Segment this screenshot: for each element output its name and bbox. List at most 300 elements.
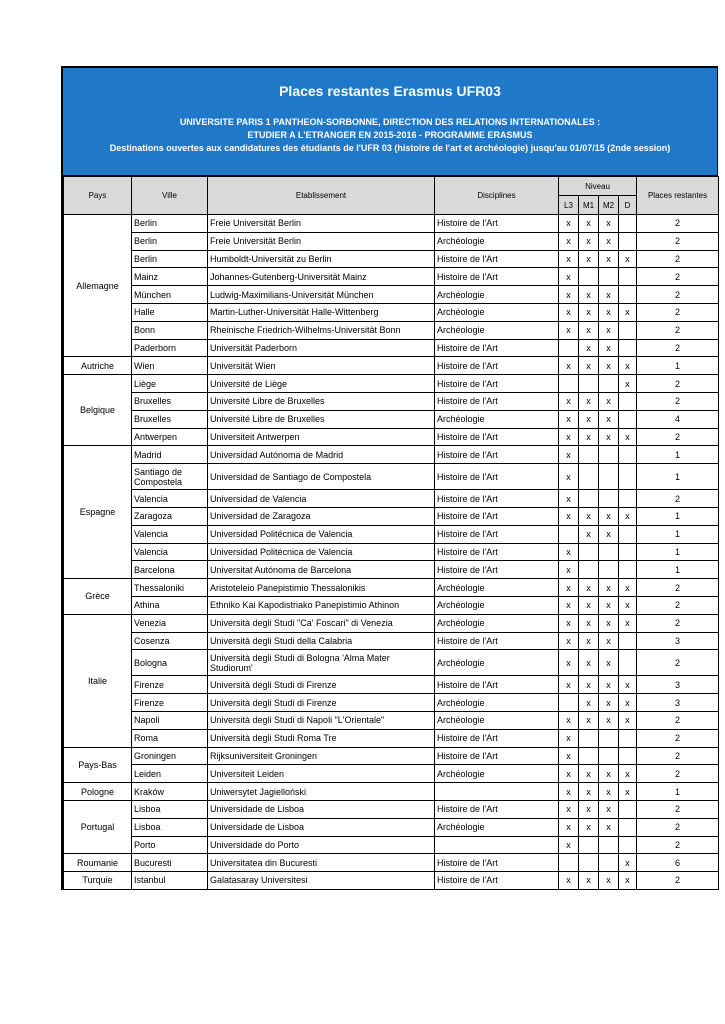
city-cell: Istanbul <box>132 872 208 890</box>
table-row <box>64 268 719 286</box>
discipline-cell: Histoire de l'Art <box>435 250 559 268</box>
level-m1-cell: x <box>579 614 599 632</box>
level-m1-cell: x <box>579 818 599 836</box>
city-cell: Barcelona <box>132 561 208 579</box>
level-d-cell <box>619 632 637 650</box>
level-m1-cell: x <box>579 250 599 268</box>
col-header-pays: Pays <box>64 177 132 215</box>
institution-cell: Universidade de Lisboa <box>208 818 435 836</box>
discipline-cell: Archéologie <box>435 579 559 597</box>
discipline-cell: Archéologie <box>435 596 559 614</box>
places-cell: 3 <box>637 676 719 694</box>
col-header-niveau: Niveau <box>559 177 637 196</box>
places-cell: 1 <box>637 446 719 464</box>
level-m1-cell: x <box>579 303 599 321</box>
institution-cell: Johannes-Gutenberg-Universität Mainz <box>208 268 435 286</box>
discipline-cell: Histoire de l'Art <box>435 357 559 375</box>
level-l3-cell: x <box>559 286 579 304</box>
level-m1-cell: x <box>579 339 599 357</box>
table-row <box>64 818 719 836</box>
header-banner <box>63 68 718 176</box>
level-l3-cell: x <box>559 464 579 490</box>
table-row <box>64 428 719 446</box>
discipline-cell: Histoire de l'Art <box>435 428 559 446</box>
institution-cell: Universidad Politécnica de Valencia <box>208 543 435 561</box>
table-row <box>64 676 719 694</box>
city-cell: Kraków <box>132 783 208 801</box>
level-m1-cell: x <box>579 596 599 614</box>
country-cell: Turquie <box>64 872 132 890</box>
level-m2-cell <box>599 729 619 747</box>
header-line-3: Destinations ouvertes aux candidatures des étudiants de l'UFR 03 (histoire de l'art et archéologie) jusqu'au 01/07/15 (2nde session) <box>109 143 671 153</box>
table-row <box>64 854 719 872</box>
level-d-cell <box>619 543 637 561</box>
city-cell: Valencia <box>132 525 208 543</box>
level-l3-cell <box>559 854 579 872</box>
level-d-cell <box>619 215 637 233</box>
table-row <box>64 464 719 490</box>
institution-cell: Università degli Studi di Firenze <box>208 694 435 712</box>
discipline-cell: Histoire de l'Art <box>435 339 559 357</box>
level-d-cell: x <box>619 872 637 890</box>
discipline-cell: Histoire de l'Art <box>435 215 559 233</box>
table-row <box>64 321 719 339</box>
level-m1-cell: x <box>579 392 599 410</box>
level-l3-cell: x <box>559 614 579 632</box>
discipline-cell: Histoire de l'Art <box>435 507 559 525</box>
places-cell: 2 <box>637 800 719 818</box>
table-row <box>64 303 719 321</box>
discipline-cell: Histoire de l'Art <box>435 800 559 818</box>
city-cell: Halle <box>132 303 208 321</box>
institution-cell: Universidad de Santiago de Compostela <box>208 464 435 490</box>
level-d-cell <box>619 339 637 357</box>
discipline-cell: Histoire de l'Art <box>435 561 559 579</box>
city-cell: Madrid <box>132 446 208 464</box>
institution-cell: Humboldt-Universität zu Berlin <box>208 250 435 268</box>
level-m2-cell: x <box>599 632 619 650</box>
level-m2-cell: x <box>599 321 619 339</box>
discipline-cell: Archéologie <box>435 765 559 783</box>
level-d-cell <box>619 321 637 339</box>
level-l3-cell: x <box>559 561 579 579</box>
level-m2-cell <box>599 446 619 464</box>
level-l3-cell: x <box>559 800 579 818</box>
discipline-cell: Histoire de l'Art <box>435 729 559 747</box>
level-m2-cell <box>599 561 619 579</box>
level-l3-cell: x <box>559 729 579 747</box>
places-cell: 2 <box>637 818 719 836</box>
institution-cell: Universidade do Porto <box>208 836 435 854</box>
col-header-ville: Ville <box>132 177 208 215</box>
table-row <box>64 525 719 543</box>
level-m2-cell: x <box>599 525 619 543</box>
table-row <box>64 614 719 632</box>
level-m2-cell: x <box>599 872 619 890</box>
places-cell: 2 <box>637 339 719 357</box>
institution-cell: Università degli Studi di Bologna 'Alma Mater Studiorum' <box>208 650 435 676</box>
city-cell: München <box>132 286 208 304</box>
discipline-cell: Histoire de l'Art <box>435 268 559 286</box>
places-cell: 2 <box>637 650 719 676</box>
places-cell: 2 <box>637 232 719 250</box>
discipline-cell: Histoire de l'Art <box>435 392 559 410</box>
level-d-cell: x <box>619 694 637 712</box>
level-m1-cell: x <box>579 507 599 525</box>
table-row <box>64 765 719 783</box>
institution-cell: Universidad Autónoma de Madrid <box>208 446 435 464</box>
level-d-cell <box>619 490 637 508</box>
level-l3-cell <box>559 375 579 393</box>
country-cell: Italie <box>64 614 132 747</box>
discipline-cell: Histoire de l'Art <box>435 747 559 765</box>
discipline-cell: Archéologie <box>435 614 559 632</box>
level-m2-cell: x <box>599 596 619 614</box>
city-cell: Bruxelles <box>132 410 208 428</box>
level-m1-cell: x <box>579 694 599 712</box>
level-l3-cell: x <box>559 579 579 597</box>
discipline-cell: Histoire de l'Art <box>435 375 559 393</box>
institution-cell: Uniwersytet Jagielloński <box>208 783 435 801</box>
places-cell: 2 <box>637 250 719 268</box>
discipline-cell: Archéologie <box>435 232 559 250</box>
discipline-cell: Archéologie <box>435 286 559 304</box>
level-l3-cell <box>559 339 579 357</box>
level-m1-cell: x <box>579 800 599 818</box>
places-cell: 2 <box>637 729 719 747</box>
level-m2-cell <box>599 490 619 508</box>
level-d-cell <box>619 729 637 747</box>
level-l3-cell: x <box>559 783 579 801</box>
level-l3-cell: x <box>559 818 579 836</box>
city-cell: Liège <box>132 375 208 393</box>
country-cell: Grèce <box>64 579 132 615</box>
table-row <box>64 543 719 561</box>
table-row <box>64 232 719 250</box>
level-l3-cell: x <box>559 490 579 508</box>
places-cell: 6 <box>637 854 719 872</box>
table-row <box>64 711 719 729</box>
institution-cell: Universidade de Lisboa <box>208 800 435 818</box>
level-m1-cell <box>579 268 599 286</box>
country-cell: Allemagne <box>64 215 132 357</box>
level-m1-cell: x <box>579 579 599 597</box>
level-m2-cell: x <box>599 428 619 446</box>
places-cell: 2 <box>637 490 719 508</box>
institution-cell: Universität Wien <box>208 357 435 375</box>
institution-cell: Aristoteleio Panepistimio Thessalonikis <box>208 579 435 597</box>
places-cell: 2 <box>637 428 719 446</box>
city-cell: Cosenza <box>132 632 208 650</box>
level-l3-cell: x <box>559 543 579 561</box>
col-header-l3: L3 <box>559 196 579 215</box>
city-cell: Roma <box>132 729 208 747</box>
level-m2-cell <box>599 375 619 393</box>
level-l3-cell: x <box>559 872 579 890</box>
level-d-cell: x <box>619 250 637 268</box>
institution-cell: Université Libre de Bruxelles <box>208 410 435 428</box>
table-row <box>64 561 719 579</box>
institution-cell: Universidad de Zaragoza <box>208 507 435 525</box>
table-row <box>64 446 719 464</box>
city-cell: Paderborn <box>132 339 208 357</box>
institution-cell: Universität Paderborn <box>208 339 435 357</box>
city-cell: Santiago de Compostela <box>132 464 208 490</box>
level-d-cell: x <box>619 765 637 783</box>
level-m1-cell <box>579 543 599 561</box>
institution-cell: Rheinische Friedrich-Wilhelms-Universität Bonn <box>208 321 435 339</box>
level-d-cell <box>619 800 637 818</box>
level-m2-cell: x <box>599 579 619 597</box>
level-l3-cell: x <box>559 836 579 854</box>
discipline-cell: Histoire de l'Art <box>435 872 559 890</box>
level-d-cell <box>619 836 637 854</box>
level-d-cell <box>619 561 637 579</box>
city-cell: Leiden <box>132 765 208 783</box>
level-l3-cell: x <box>559 676 579 694</box>
institution-cell: Ludwig-Maximilians-Universität München <box>208 286 435 304</box>
level-m2-cell <box>599 543 619 561</box>
city-cell: Groningen <box>132 747 208 765</box>
level-m2-cell: x <box>599 392 619 410</box>
places-cell: 2 <box>637 747 719 765</box>
level-l3-cell: x <box>559 357 579 375</box>
places-cell: 2 <box>637 711 719 729</box>
table-row <box>64 215 719 233</box>
places-cell: 2 <box>637 872 719 890</box>
institution-cell: Universidad Politécnica de Valencia <box>208 525 435 543</box>
institution-cell: Università degli Studi "Ca' Foscari" di Venezia <box>208 614 435 632</box>
table-row <box>64 286 719 304</box>
level-d-cell: x <box>619 579 637 597</box>
places-cell: 2 <box>637 375 719 393</box>
level-l3-cell: x <box>559 596 579 614</box>
table-row <box>64 800 719 818</box>
institution-cell: Universitat Autónoma de Barcelona <box>208 561 435 579</box>
page-title: Places restantes Erasmus UFR03 <box>279 83 501 99</box>
table-row <box>64 375 719 393</box>
level-m1-cell <box>579 854 599 872</box>
level-m2-cell: x <box>599 357 619 375</box>
places-cell: 2 <box>637 215 719 233</box>
level-d-cell <box>619 410 637 428</box>
level-l3-cell: x <box>559 507 579 525</box>
level-m2-cell: x <box>599 286 619 304</box>
level-m1-cell: x <box>579 321 599 339</box>
level-m2-cell: x <box>599 339 619 357</box>
level-m2-cell: x <box>599 765 619 783</box>
discipline-cell: Archéologie <box>435 694 559 712</box>
table-row <box>64 392 719 410</box>
level-m2-cell <box>599 747 619 765</box>
discipline-cell: Histoire de l'Art <box>435 464 559 490</box>
table-row <box>64 410 719 428</box>
places-cell: 1 <box>637 543 719 561</box>
institution-cell: Università degli Studi Roma Tre <box>208 729 435 747</box>
table-row <box>64 339 719 357</box>
level-l3-cell: x <box>559 446 579 464</box>
level-m1-cell: x <box>579 650 599 676</box>
places-cell: 1 <box>637 783 719 801</box>
country-cell: Autriche <box>64 357 132 375</box>
level-m1-cell <box>579 490 599 508</box>
level-l3-cell: x <box>559 215 579 233</box>
level-d-cell: x <box>619 357 637 375</box>
discipline-cell: Histoire de l'Art <box>435 676 559 694</box>
level-d-cell <box>619 232 637 250</box>
level-m2-cell: x <box>599 410 619 428</box>
institution-cell: Universitatea din Bucuresti <box>208 854 435 872</box>
places-cell: 2 <box>637 596 719 614</box>
places-cell: 2 <box>637 614 719 632</box>
places-table <box>63 176 719 890</box>
col-header-d: D <box>619 196 637 215</box>
level-m1-cell: x <box>579 525 599 543</box>
level-d-cell <box>619 747 637 765</box>
city-cell: Wien <box>132 357 208 375</box>
discipline-cell: Histoire de l'Art <box>435 525 559 543</box>
header-line-2: ETUDIER A L'ETRANGER EN 2015-2016 - PROGRAMME ERASMUS <box>247 130 533 140</box>
city-cell: Berlin <box>132 232 208 250</box>
level-d-cell: x <box>619 428 637 446</box>
level-l3-cell: x <box>559 410 579 428</box>
places-cell: 1 <box>637 561 719 579</box>
level-m2-cell <box>599 464 619 490</box>
places-cell: 2 <box>637 579 719 597</box>
city-cell: Athina <box>132 596 208 614</box>
level-m1-cell <box>579 561 599 579</box>
level-m2-cell <box>599 268 619 286</box>
places-cell: 3 <box>637 632 719 650</box>
level-m2-cell: x <box>599 614 619 632</box>
discipline-cell: Histoire de l'Art <box>435 632 559 650</box>
table-row <box>64 872 719 890</box>
institution-cell: Università degli Studi di Firenze <box>208 676 435 694</box>
institution-cell: Ethniko Kai Kapodistriako Panepistimio Athinon <box>208 596 435 614</box>
col-header-places: Places restantes <box>637 177 719 215</box>
level-m2-cell: x <box>599 250 619 268</box>
level-m1-cell <box>579 446 599 464</box>
level-d-cell: x <box>619 854 637 872</box>
institution-cell: Université Libre de Bruxelles <box>208 392 435 410</box>
city-cell: Bonn <box>132 321 208 339</box>
level-m1-cell: x <box>579 783 599 801</box>
level-m1-cell <box>579 375 599 393</box>
level-m2-cell: x <box>599 676 619 694</box>
discipline-cell: Archéologie <box>435 650 559 676</box>
discipline-cell: Histoire de l'Art <box>435 446 559 464</box>
discipline-cell: Archéologie <box>435 410 559 428</box>
country-cell: Portugal <box>64 800 132 853</box>
places-cell: 1 <box>637 525 719 543</box>
institution-cell: Universiteit Antwerpen <box>208 428 435 446</box>
level-m1-cell: x <box>579 286 599 304</box>
level-m1-cell: x <box>579 765 599 783</box>
city-cell: Thessaloniki <box>132 579 208 597</box>
table-row <box>64 250 719 268</box>
level-l3-cell <box>559 525 579 543</box>
level-l3-cell: x <box>559 765 579 783</box>
table-row <box>64 490 719 508</box>
level-l3-cell: x <box>559 428 579 446</box>
level-m1-cell <box>579 464 599 490</box>
places-cell: 2 <box>637 836 719 854</box>
institution-cell: Université de Liège <box>208 375 435 393</box>
places-cell: 2 <box>637 286 719 304</box>
level-m2-cell: x <box>599 507 619 525</box>
places-cell: 2 <box>637 303 719 321</box>
city-cell: Venezia <box>132 614 208 632</box>
level-d-cell <box>619 525 637 543</box>
city-cell: Bucuresti <box>132 854 208 872</box>
city-cell: Zaragoza <box>132 507 208 525</box>
level-m1-cell: x <box>579 215 599 233</box>
level-l3-cell: x <box>559 747 579 765</box>
level-l3-cell <box>559 694 579 712</box>
city-cell: Valencia <box>132 543 208 561</box>
places-cell: 2 <box>637 268 719 286</box>
institution-cell: Università degli Studi della Calabria <box>208 632 435 650</box>
discipline-cell: Archéologie <box>435 321 559 339</box>
level-m2-cell: x <box>599 303 619 321</box>
places-cell: 1 <box>637 507 719 525</box>
discipline-cell: Archéologie <box>435 711 559 729</box>
level-m2-cell: x <box>599 800 619 818</box>
level-d-cell: x <box>619 614 637 632</box>
table-row <box>64 729 719 747</box>
city-cell: Bologna <box>132 650 208 676</box>
table-row <box>64 596 719 614</box>
level-m1-cell: x <box>579 357 599 375</box>
places-cell: 3 <box>637 694 719 712</box>
level-m2-cell: x <box>599 711 619 729</box>
level-m1-cell <box>579 836 599 854</box>
discipline-cell: Archéologie <box>435 303 559 321</box>
col-header-m2: M2 <box>599 196 619 215</box>
level-m2-cell: x <box>599 783 619 801</box>
table-row <box>64 836 719 854</box>
level-m1-cell: x <box>579 232 599 250</box>
table-row <box>64 579 719 597</box>
city-cell: Mainz <box>132 268 208 286</box>
level-m1-cell: x <box>579 410 599 428</box>
level-l3-cell: x <box>559 632 579 650</box>
level-m2-cell: x <box>599 694 619 712</box>
level-d-cell: x <box>619 676 637 694</box>
level-m1-cell: x <box>579 676 599 694</box>
level-d-cell: x <box>619 375 637 393</box>
country-cell: Espagne <box>64 446 132 579</box>
level-m1-cell <box>579 729 599 747</box>
city-cell: Porto <box>132 836 208 854</box>
places-cell: 2 <box>637 321 719 339</box>
institution-cell: Università degli Studi di Napoli "L'Orientale" <box>208 711 435 729</box>
level-l3-cell: x <box>559 392 579 410</box>
level-m2-cell <box>599 836 619 854</box>
level-l3-cell: x <box>559 303 579 321</box>
level-m1-cell <box>579 747 599 765</box>
level-d-cell <box>619 464 637 490</box>
discipline-cell: Histoire de l'Art <box>435 854 559 872</box>
level-d-cell: x <box>619 303 637 321</box>
city-cell: Antwerpen <box>132 428 208 446</box>
institution-cell: Universidad de Valencia <box>208 490 435 508</box>
discipline-cell: Archéologie <box>435 818 559 836</box>
places-cell: 2 <box>637 392 719 410</box>
city-cell: Berlin <box>132 215 208 233</box>
level-d-cell <box>619 650 637 676</box>
level-l3-cell: x <box>559 250 579 268</box>
